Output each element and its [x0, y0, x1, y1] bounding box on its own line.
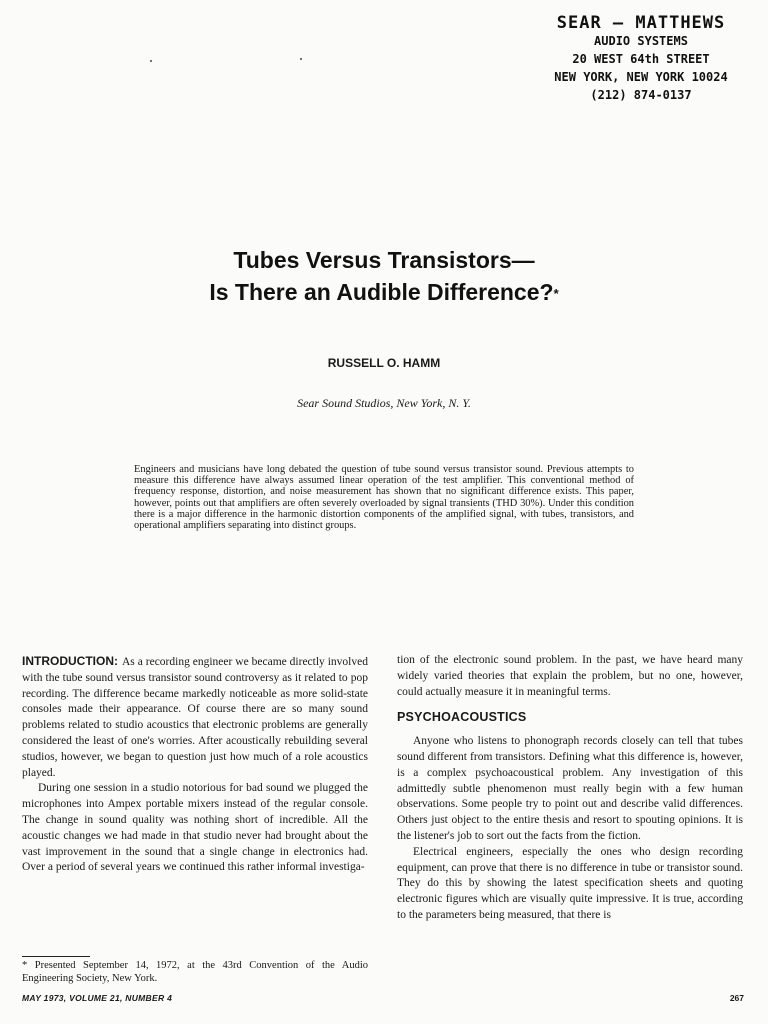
introduction-paragraph-2: During one session in a studio notorious for bad sound we plugged the microphones into Ampex portable mixers instead of the regular console. The change in sound quality was nothing short of incredible. All the acoustic changes we had made in that studio never had brought about the vast improvement in the sound that a single change in electronics had. Over a period of several years we continued this rather informal investiga- [22, 782, 368, 874]
scan-speck [150, 60, 152, 62]
stamp-company-name: SEAR — MATTHEWS [556, 13, 726, 33]
title-footnote-mark: * [553, 286, 559, 301]
abstract: Engineers and musicians have long debated the question of tube sound versus transistor sound. Previous attempts to measure this difference have always assumed linear operation of the test amplifier. This conventional method of frequency response, distortion, and noise measurement has shown that no significant difference exists. This paper, however, points out that amplifiers are often severely overloaded by signal transients (THD 30%). Under this condition there is a major difference in the harmonic distortion components of the amplified signal, with tubes, transistors, and operational amplifiers separating into distinct groups. [134, 464, 634, 532]
article-title [0, 244, 768, 308]
psychoacoustics-paragraph-1: Anyone who listens to phonograph records closely can tell that tubes sound different from transistors. Defining what this difference is, however, is a complex psychoacoustical problem. Any investigation of this admittedly subtle phenomenon must really begin with a few human observations. Some people try to point out and describe valid differences. Others just object to the entire thesis and resort to spouting opinions. It is the listener's job to sort out the facts from the fiction. [397, 735, 743, 842]
stamp-division: AUDIO SYSTEMS [594, 34, 688, 48]
title-line-2: Is There an Audible Difference? [209, 279, 554, 305]
author-name: RUSSELL O. HAMM [327, 356, 441, 370]
introduction-paragraph-1: As a recording engineer we became directly involved with the tube sound versus transistor sound controversy as it related to pop recording. The difference became markedly noticeable as more solid-state consoles made their appearance. Of course there are so many sound problems related to studio acoustics that electronic problems are generally considered the least of one's worries. After acoustically rebuilding several studios, however, we began to question just how much of a role acoustics played. [22, 656, 368, 779]
page-number: 267 [729, 993, 744, 1003]
scan-speck [300, 58, 302, 60]
left-column [22, 654, 368, 876]
footnote: * Presented September 14, 1972, at the 43rd Convention of the Audio Engineering Society, New York. [22, 960, 368, 984]
journal-issue: MAY 1973, VOLUME 21, NUMBER 4 [22, 993, 173, 1003]
footnote-divider [22, 956, 90, 957]
psychoacoustics-paragraph-2: Electrical engineers, especially the ones who design recording equipment, can prove that there is no difference in tube or transistor sound. They do this by showing the latest specification sheets and quoting electronic figures which are visually quite impressive. It is true, according to the parameters being measured, that there is [397, 845, 743, 921]
introduction-heading: INTRODUCTION: [22, 654, 118, 668]
stamp-phone: (212) 874-0137 [590, 88, 692, 102]
stamp-street: 20 WEST 64th STREET [572, 52, 710, 66]
right-column [397, 653, 743, 924]
continued-paragraph: tion of the electronic sound problem. In the past, we have heard many widely varied theories that explain the problem, but no one, however, could actually measure it in meaningful terms. [397, 654, 743, 698]
title-line-1: Tubes Versus Transistors— [233, 247, 535, 273]
address-stamp [536, 14, 746, 104]
stamp-city: NEW YORK, NEW YORK 10024 [554, 70, 728, 84]
author-affiliation: Sear Sound Studios, New York, N. Y. [297, 396, 471, 410]
psychoacoustics-heading: PSYCHOACOUSTICS [397, 710, 527, 725]
